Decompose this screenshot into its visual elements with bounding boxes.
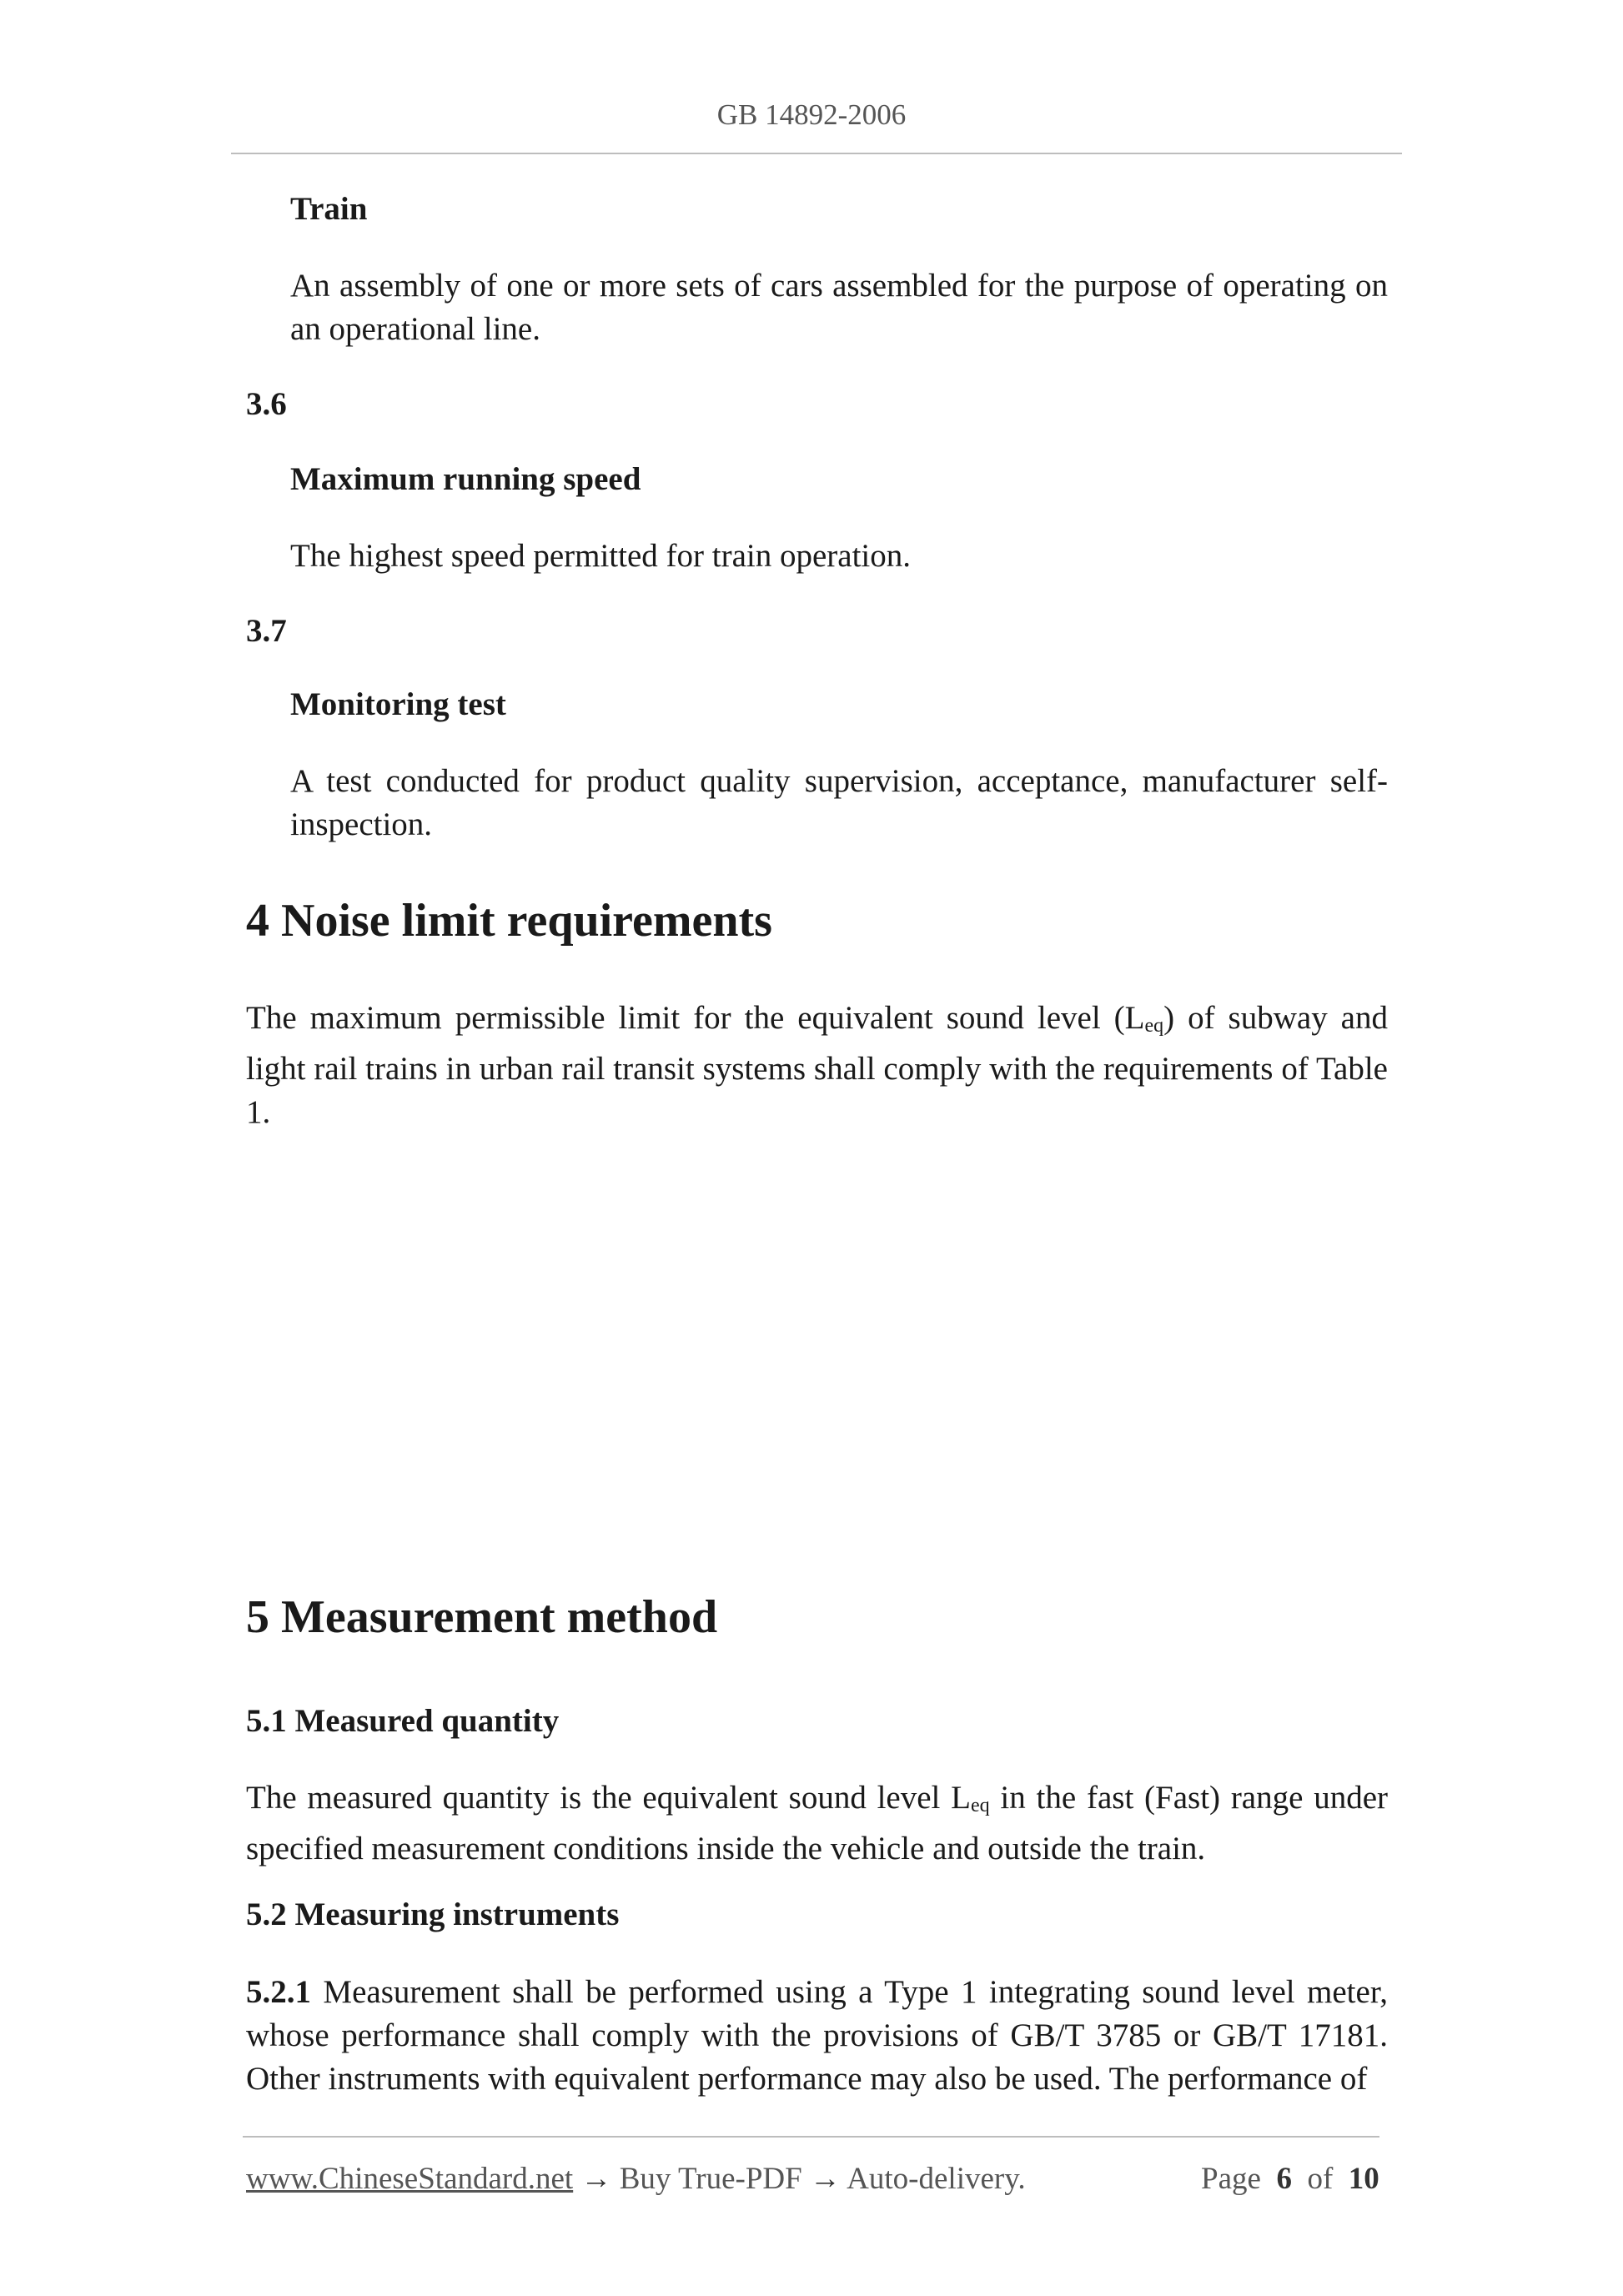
buy-true-pdf-text: Buy True-PDF — [619, 2162, 802, 2196]
section-heading-4: 4 Noise limit requirements — [246, 895, 772, 947]
arrow-right-icon: → — [801, 2162, 847, 2196]
subsection-heading-5-1: 5.1 Measured quantity — [246, 1703, 560, 1739]
clause-number-3-6: 3.6 — [246, 386, 287, 422]
definition-monitoring-test: A test conducted for product quality supervision, acceptance, manufacturer self-inspection. — [290, 763, 1388, 842]
page-current: 6 — [1276, 2162, 1292, 2196]
term-monitoring-test: Monitoring test — [290, 686, 506, 722]
clause-number-3-7: 3.7 — [246, 613, 287, 649]
arrow-right-icon: → — [573, 2162, 620, 2196]
clause-5-2-1-paragraph — [246, 1971, 1388, 2101]
definition-train: An assembly of one or more sets of cars assembled for the purpose of operating on an operational line. — [290, 268, 1388, 347]
section-4-text-b: ) of subway and light rail trains in urban rail transit systems shall comply with the requirements of Table 1. — [246, 1000, 1388, 1130]
definition-maximum-running-speed: The highest speed permitted for train operation. — [290, 538, 912, 574]
term-train: Train — [290, 191, 368, 227]
page-word: Page — [1201, 2162, 1261, 2196]
footer-divider — [243, 2136, 1379, 2138]
subsection-heading-5-2: 5.2 Measuring instruments — [246, 1897, 620, 1932]
section-5-1-text-b: in the fast (Fast) range under specified measurement conditions inside the vehicle and outside the train. — [246, 1780, 1389, 1866]
of-word: of — [1307, 2162, 1334, 2196]
section-5-1-text-a: The measured quantity is the equivalent sound level L — [246, 1780, 971, 1816]
section-5-1-paragraph — [246, 1776, 1388, 1871]
clause-5-2-1-text: Measurement shall be performed using a Type 1 integrating sound level meter, whose performance shall comply with the provisions of GB/T 3785 or GB/T 17181. Other instruments with equivalent performance may also be used. The performance of — [246, 1974, 1388, 2097]
leq-subscript: eq — [971, 1795, 990, 1816]
clause-number-5-2-1: 5.2.1 — [246, 1974, 311, 2010]
footer-promo — [246, 2161, 1026, 2197]
section-heading-5: 5 Measurement method — [246, 1591, 718, 1643]
section-4-paragraph — [246, 997, 1388, 1134]
auto-delivery-text: Auto-delivery. — [847, 2162, 1026, 2196]
page-total: 10 — [1348, 2162, 1379, 2196]
header-divider — [231, 153, 1402, 154]
term-maximum-running-speed: Maximum running speed — [290, 461, 641, 497]
leq-subscript: eq — [1144, 1015, 1164, 1037]
page-counter — [1201, 2161, 1379, 2197]
site-link[interactable]: www.ChineseStandard.net — [246, 2162, 574, 2196]
section-4-text-a: The maximum permissible limit for the equivalent sound level (L — [246, 1000, 1145, 1036]
page-header-title: GB 14892-2006 — [716, 98, 907, 131]
